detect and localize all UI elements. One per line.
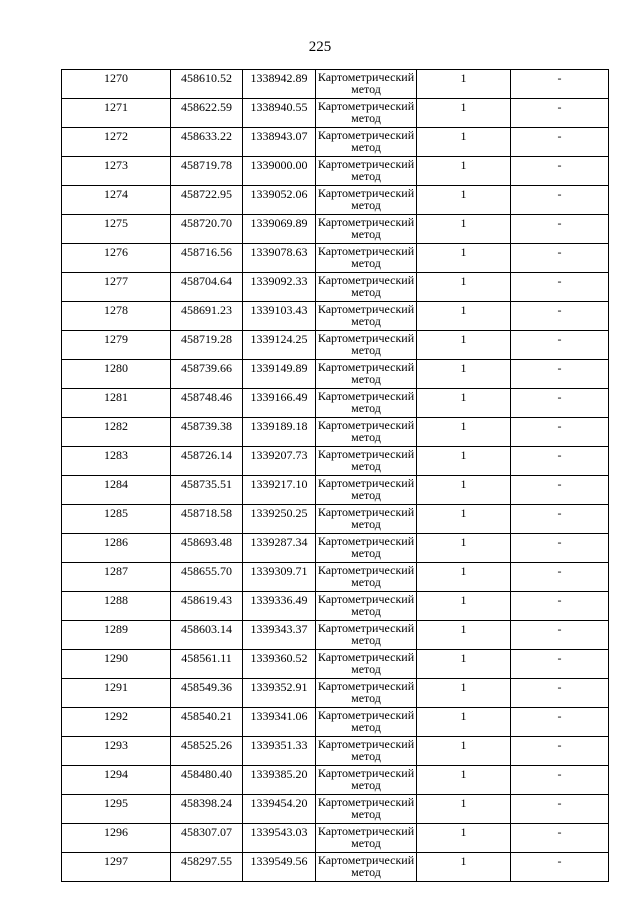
accuracy-cell: 1 bbox=[417, 505, 511, 534]
note-cell: - bbox=[511, 853, 609, 882]
note-cell: - bbox=[511, 99, 609, 128]
method-cell: Картометрический метод bbox=[316, 360, 417, 389]
table-row bbox=[62, 157, 609, 186]
x-coordinate-cell: 458716.56 bbox=[171, 244, 243, 273]
x-coordinate-cell: 458693.48 bbox=[171, 534, 243, 563]
x-coordinate-cell: 458722.95 bbox=[171, 186, 243, 215]
y-coordinate-cell: 1339149.89 bbox=[243, 360, 316, 389]
accuracy-cell: 1 bbox=[417, 273, 511, 302]
y-coordinate-cell: 1339078.63 bbox=[243, 244, 316, 273]
note-cell: - bbox=[511, 360, 609, 389]
method-cell: Картометрический метод bbox=[316, 99, 417, 128]
accuracy-cell: 1 bbox=[417, 708, 511, 737]
table-row bbox=[62, 853, 609, 882]
method-cell: Картометрический метод bbox=[316, 679, 417, 708]
accuracy-cell: 1 bbox=[417, 853, 511, 882]
x-coordinate-cell: 458297.55 bbox=[171, 853, 243, 882]
note-cell: - bbox=[511, 766, 609, 795]
x-coordinate-cell: 458704.64 bbox=[171, 273, 243, 302]
table-row bbox=[62, 621, 609, 650]
accuracy-cell: 1 bbox=[417, 360, 511, 389]
y-coordinate-cell: 1339336.49 bbox=[243, 592, 316, 621]
note-cell: - bbox=[511, 331, 609, 360]
table-row bbox=[62, 360, 609, 389]
point-number-cell: 1277 bbox=[62, 273, 171, 302]
accuracy-cell: 1 bbox=[417, 650, 511, 679]
accuracy-cell: 1 bbox=[417, 476, 511, 505]
x-coordinate-cell: 458691.23 bbox=[171, 302, 243, 331]
accuracy-cell: 1 bbox=[417, 186, 511, 215]
point-number-cell: 1285 bbox=[62, 505, 171, 534]
y-coordinate-cell: 1339543.03 bbox=[243, 824, 316, 853]
y-coordinate-cell: 1339000.00 bbox=[243, 157, 316, 186]
accuracy-cell: 1 bbox=[417, 70, 511, 99]
method-cell: Картометрический метод bbox=[316, 737, 417, 766]
point-number-cell: 1291 bbox=[62, 679, 171, 708]
x-coordinate-cell: 458739.38 bbox=[171, 418, 243, 447]
x-coordinate-cell: 458633.22 bbox=[171, 128, 243, 157]
method-cell: Картометрический метод bbox=[316, 650, 417, 679]
point-number-cell: 1289 bbox=[62, 621, 171, 650]
y-coordinate-cell: 1339385.20 bbox=[243, 766, 316, 795]
accuracy-cell: 1 bbox=[417, 592, 511, 621]
note-cell: - bbox=[511, 302, 609, 331]
table-row bbox=[62, 389, 609, 418]
point-number-cell: 1278 bbox=[62, 302, 171, 331]
table-row bbox=[62, 331, 609, 360]
method-cell: Картометрический метод bbox=[316, 244, 417, 273]
y-coordinate-cell: 1339309.71 bbox=[243, 563, 316, 592]
method-cell: Картометрический метод bbox=[316, 795, 417, 824]
accuracy-cell: 1 bbox=[417, 302, 511, 331]
note-cell: - bbox=[511, 186, 609, 215]
note-cell: - bbox=[511, 650, 609, 679]
accuracy-cell: 1 bbox=[417, 621, 511, 650]
x-coordinate-cell: 458603.14 bbox=[171, 621, 243, 650]
point-number-cell: 1281 bbox=[62, 389, 171, 418]
point-number-cell: 1290 bbox=[62, 650, 171, 679]
x-coordinate-cell: 458748.46 bbox=[171, 389, 243, 418]
accuracy-cell: 1 bbox=[417, 679, 511, 708]
accuracy-cell: 1 bbox=[417, 795, 511, 824]
table-row bbox=[62, 592, 609, 621]
method-cell: Картометрический метод bbox=[316, 128, 417, 157]
table-row bbox=[62, 824, 609, 853]
x-coordinate-cell: 458525.26 bbox=[171, 737, 243, 766]
point-number-cell: 1292 bbox=[62, 708, 171, 737]
y-coordinate-cell: 1339166.49 bbox=[243, 389, 316, 418]
y-coordinate-cell: 1339454.20 bbox=[243, 795, 316, 824]
note-cell: - bbox=[511, 244, 609, 273]
point-number-cell: 1284 bbox=[62, 476, 171, 505]
accuracy-cell: 1 bbox=[417, 389, 511, 418]
point-number-cell: 1279 bbox=[62, 331, 171, 360]
point-number-cell: 1297 bbox=[62, 853, 171, 882]
method-cell: Картометрический метод bbox=[316, 708, 417, 737]
x-coordinate-cell: 458622.59 bbox=[171, 99, 243, 128]
page-number: 225 bbox=[308, 39, 332, 55]
method-cell: Картометрический метод bbox=[316, 157, 417, 186]
y-coordinate-cell: 1339352.91 bbox=[243, 679, 316, 708]
point-number-cell: 1288 bbox=[62, 592, 171, 621]
note-cell: - bbox=[511, 824, 609, 853]
x-coordinate-cell: 458726.14 bbox=[171, 447, 243, 476]
accuracy-cell: 1 bbox=[417, 418, 511, 447]
x-coordinate-cell: 458561.11 bbox=[171, 650, 243, 679]
y-coordinate-cell: 1339360.52 bbox=[243, 650, 316, 679]
method-cell: Картометрический метод bbox=[316, 447, 417, 476]
x-coordinate-cell: 458719.78 bbox=[171, 157, 243, 186]
note-cell: - bbox=[511, 621, 609, 650]
y-coordinate-cell: 1339052.06 bbox=[243, 186, 316, 215]
y-coordinate-cell: 1339549.56 bbox=[243, 853, 316, 882]
table-row bbox=[62, 418, 609, 447]
accuracy-cell: 1 bbox=[417, 447, 511, 476]
table-row bbox=[62, 186, 609, 215]
point-number-cell: 1283 bbox=[62, 447, 171, 476]
method-cell: Картометрический метод bbox=[316, 534, 417, 563]
accuracy-cell: 1 bbox=[417, 244, 511, 273]
point-number-cell: 1273 bbox=[62, 157, 171, 186]
table-row bbox=[62, 795, 609, 824]
method-cell: Картометрический метод bbox=[316, 853, 417, 882]
accuracy-cell: 1 bbox=[417, 215, 511, 244]
y-coordinate-cell: 1339124.25 bbox=[243, 331, 316, 360]
note-cell: - bbox=[511, 418, 609, 447]
y-coordinate-cell: 1339287.34 bbox=[243, 534, 316, 563]
table-row bbox=[62, 679, 609, 708]
method-cell: Картометрический метод bbox=[316, 331, 417, 360]
note-cell: - bbox=[511, 70, 609, 99]
note-cell: - bbox=[511, 389, 609, 418]
note-cell: - bbox=[511, 534, 609, 563]
note-cell: - bbox=[511, 215, 609, 244]
method-cell: Картометрический метод bbox=[316, 563, 417, 592]
point-number-cell: 1280 bbox=[62, 360, 171, 389]
y-coordinate-cell: 1339069.89 bbox=[243, 215, 316, 244]
method-cell: Картометрический метод bbox=[316, 215, 417, 244]
note-cell: - bbox=[511, 447, 609, 476]
point-number-cell: 1272 bbox=[62, 128, 171, 157]
accuracy-cell: 1 bbox=[417, 737, 511, 766]
method-cell: Картометрический метод bbox=[316, 418, 417, 447]
note-cell: - bbox=[511, 708, 609, 737]
y-coordinate-cell: 1339343.37 bbox=[243, 621, 316, 650]
point-number-cell: 1282 bbox=[62, 418, 171, 447]
table-row bbox=[62, 708, 609, 737]
method-cell: Картометрический метод bbox=[316, 273, 417, 302]
method-cell: Картометрический метод bbox=[316, 389, 417, 418]
point-number-cell: 1287 bbox=[62, 563, 171, 592]
coordinates-table-body bbox=[62, 70, 609, 882]
point-number-cell: 1294 bbox=[62, 766, 171, 795]
table-row bbox=[62, 476, 609, 505]
table-row bbox=[62, 505, 609, 534]
table-row bbox=[62, 650, 609, 679]
accuracy-cell: 1 bbox=[417, 824, 511, 853]
method-cell: Картометрический метод bbox=[316, 476, 417, 505]
y-coordinate-cell: 1339341.06 bbox=[243, 708, 316, 737]
method-cell: Картометрический метод bbox=[316, 186, 417, 215]
table-row bbox=[62, 215, 609, 244]
accuracy-cell: 1 bbox=[417, 128, 511, 157]
note-cell: - bbox=[511, 737, 609, 766]
y-coordinate-cell: 1339092.33 bbox=[243, 273, 316, 302]
point-number-cell: 1270 bbox=[62, 70, 171, 99]
x-coordinate-cell: 458307.07 bbox=[171, 824, 243, 853]
table-row bbox=[62, 737, 609, 766]
table-row bbox=[62, 273, 609, 302]
method-cell: Картометрический метод bbox=[316, 505, 417, 534]
table-row bbox=[62, 766, 609, 795]
accuracy-cell: 1 bbox=[417, 766, 511, 795]
point-number-cell: 1293 bbox=[62, 737, 171, 766]
point-number-cell: 1271 bbox=[62, 99, 171, 128]
accuracy-cell: 1 bbox=[417, 157, 511, 186]
y-coordinate-cell: 1338940.55 bbox=[243, 99, 316, 128]
point-number-cell: 1275 bbox=[62, 215, 171, 244]
note-cell: - bbox=[511, 795, 609, 824]
note-cell: - bbox=[511, 563, 609, 592]
method-cell: Картометрический метод bbox=[316, 592, 417, 621]
table-row bbox=[62, 99, 609, 128]
accuracy-cell: 1 bbox=[417, 99, 511, 128]
note-cell: - bbox=[511, 592, 609, 621]
coordinates-table bbox=[61, 69, 609, 882]
method-cell: Картометрический метод bbox=[316, 70, 417, 99]
table-row bbox=[62, 128, 609, 157]
note-cell: - bbox=[511, 128, 609, 157]
y-coordinate-cell: 1339217.10 bbox=[243, 476, 316, 505]
x-coordinate-cell: 458655.70 bbox=[171, 563, 243, 592]
point-number-cell: 1274 bbox=[62, 186, 171, 215]
table-row bbox=[62, 563, 609, 592]
table-row bbox=[62, 302, 609, 331]
x-coordinate-cell: 458739.66 bbox=[171, 360, 243, 389]
method-cell: Картометрический метод bbox=[316, 824, 417, 853]
method-cell: Картометрический метод bbox=[316, 766, 417, 795]
accuracy-cell: 1 bbox=[417, 331, 511, 360]
y-coordinate-cell: 1338943.07 bbox=[243, 128, 316, 157]
note-cell: - bbox=[511, 679, 609, 708]
y-coordinate-cell: 1339103.43 bbox=[243, 302, 316, 331]
point-number-cell: 1296 bbox=[62, 824, 171, 853]
accuracy-cell: 1 bbox=[417, 563, 511, 592]
point-number-cell: 1276 bbox=[62, 244, 171, 273]
x-coordinate-cell: 458720.70 bbox=[171, 215, 243, 244]
x-coordinate-cell: 458619.43 bbox=[171, 592, 243, 621]
note-cell: - bbox=[511, 157, 609, 186]
y-coordinate-cell: 1339189.18 bbox=[243, 418, 316, 447]
table-row bbox=[62, 70, 609, 99]
x-coordinate-cell: 458719.28 bbox=[171, 331, 243, 360]
y-coordinate-cell: 1339351.33 bbox=[243, 737, 316, 766]
table-row bbox=[62, 534, 609, 563]
method-cell: Картометрический метод bbox=[316, 621, 417, 650]
x-coordinate-cell: 458480.40 bbox=[171, 766, 243, 795]
point-number-cell: 1295 bbox=[62, 795, 171, 824]
x-coordinate-cell: 458718.58 bbox=[171, 505, 243, 534]
method-cell: Картометрический метод bbox=[316, 302, 417, 331]
x-coordinate-cell: 458735.51 bbox=[171, 476, 243, 505]
y-coordinate-cell: 1338942.89 bbox=[243, 70, 316, 99]
accuracy-cell: 1 bbox=[417, 534, 511, 563]
note-cell: - bbox=[511, 273, 609, 302]
table-row bbox=[62, 447, 609, 476]
note-cell: - bbox=[511, 476, 609, 505]
x-coordinate-cell: 458549.36 bbox=[171, 679, 243, 708]
y-coordinate-cell: 1339250.25 bbox=[243, 505, 316, 534]
x-coordinate-cell: 458398.24 bbox=[171, 795, 243, 824]
x-coordinate-cell: 458540.21 bbox=[171, 708, 243, 737]
y-coordinate-cell: 1339207.73 bbox=[243, 447, 316, 476]
point-number-cell: 1286 bbox=[62, 534, 171, 563]
note-cell: - bbox=[511, 505, 609, 534]
table-row bbox=[62, 244, 609, 273]
x-coordinate-cell: 458610.52 bbox=[171, 70, 243, 99]
